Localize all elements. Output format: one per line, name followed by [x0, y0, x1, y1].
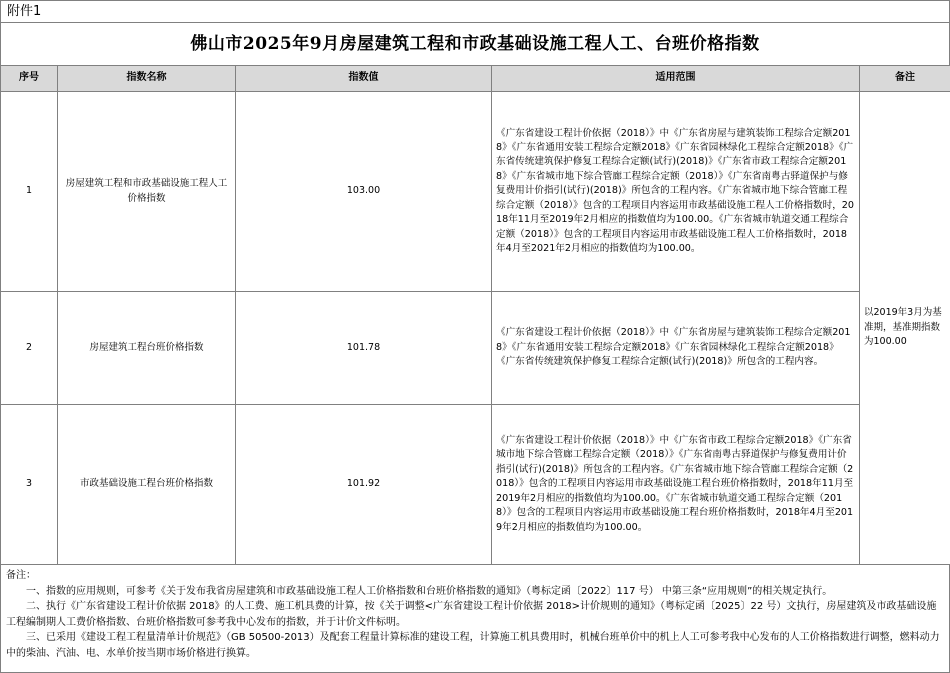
- row-scope: 《广东省建设工程计价依据（2018）》中《广东省房屋与建筑装饰工程综合定额2018》《广东省通用安装工程综合定额2018》《广东省园林绿化工程综合定额2018》《广东省传统建筑保护修复工程综合定额(试行)(2018)》《广东省市政工程综合定额2018》《广东省城市地下综合管廊工程综合定额（2018）》《广东省南粤古驿道保护与修复费用计价指引(试行)(2018)》所包含的工程内容。《广东省城市地下综合管廊工程综合定额（2018）》包含的工程项目内容运用市政基础设施工程人工价格指数时，2018年11月至2019年2月相应的指数值均为100.00。《广东省城市轨道交通工程综合定额（2018）》包含的工程项目内容运用市政基础设施工程人工价格指数时，2018年4月至2021年2月相应的指数值均为100.00。: [492, 92, 860, 292]
- row-index-value: 103.00: [236, 92, 492, 292]
- header-scope: 适用范围: [492, 66, 860, 92]
- attachment-label: 附件1: [0, 0, 950, 22]
- table-header-row: [1, 66, 950, 92]
- row-seq: 2: [1, 292, 58, 405]
- note-item: 一、指数的应用规则，可参考《关于发布我省房屋建筑和市政基础设施工程人工价格指数和台班价格指数的通知》（粤标定函〔2022〕117 号） 中第三条“应用规则”的相关规定执行。: [26, 585, 833, 597]
- price-index-table: [0, 65, 950, 565]
- table-row: [1, 92, 950, 292]
- notes-heading: 备注：: [6, 570, 36, 581]
- row-index-name: 市政基础设施工程台班价格指数: [58, 405, 236, 565]
- row-scope: 《广东省建设工程计价依据（2018）》中《广东省房屋与建筑装饰工程综合定额2018》《广东省通用安装工程综合定额2018》《广东省园林绿化工程综合定额2018》 《广东省传统建筑保护修复工程综合定额(试行)(2018)》所包含的工程内容。: [492, 292, 860, 405]
- header-remark: 备注: [860, 66, 950, 92]
- row-index-name: 房屋建筑工程和市政基础设施工程人工价格指数: [58, 92, 236, 292]
- header-seq: 序号: [1, 66, 58, 92]
- row-scope: 《广东省建设工程计价依据（2018）》中《广东省市政工程综合定额2018》《广东省城市地下综合管廊工程综合定额（2018）》《广东省南粤古驿道保护与修复费用计价指引(试行)(2018)》所包含的工程内容。《广东省城市地下综合管廊工程综合定额（2018）》包含的工程项目内容运用市政基础设施工程台班价格指数时，2018年11月至2019年2月相应的指数值均为100.00。《广东省城市轨道交通工程综合定额（2018）》包含的工程项目内容运用市政基础设施工程台班价格指数时，2018年4月至2019年2月相应的指数值均为100.00。: [492, 405, 860, 565]
- row-seq: 1: [1, 92, 58, 292]
- note-item: 三、已采用《建设工程工程量清单计价规范》（GB 50500-2013）及配套工程量计算标准的建设工程，计算施工机具费用时，机械台班单价中的机上人工可参考我中心发布的人工价格指数进行调整，燃料动力中的柴油、汽油、电、水单价按当期市场价格进行换算。: [6, 632, 940, 659]
- header-value: 指数值: [236, 66, 492, 92]
- page-title: 佛山市2025年9月房屋建筑工程和市政基础设施工程人工、台班价格指数: [0, 22, 950, 65]
- row-index-name: 房屋建筑工程台班价格指数: [58, 292, 236, 405]
- note-item: 二、执行《广东省建设工程计价依据 2018》的人工费、施工机具费的计算，按《关于调整<广东省建设工程计价依据 2018>计价规则的通知》（粤标定函〔2025〕22 号）文执行，房屋建筑及市政基础设施工程编制期人工费价格指数、台班价格指数可参考我中心发布的指数，并于计价文件标明。: [6, 601, 937, 628]
- row-index-value: 101.78: [236, 292, 492, 405]
- table-row: [1, 292, 950, 405]
- remark-cell: 以2019年3月为基准期，基准期指数为100.00: [860, 92, 950, 565]
- header-name: 指数名称: [58, 66, 236, 92]
- notes-section: [0, 564, 950, 673]
- row-index-value: 101.92: [236, 405, 492, 565]
- row-seq: 3: [1, 405, 58, 565]
- table-row: [1, 405, 950, 565]
